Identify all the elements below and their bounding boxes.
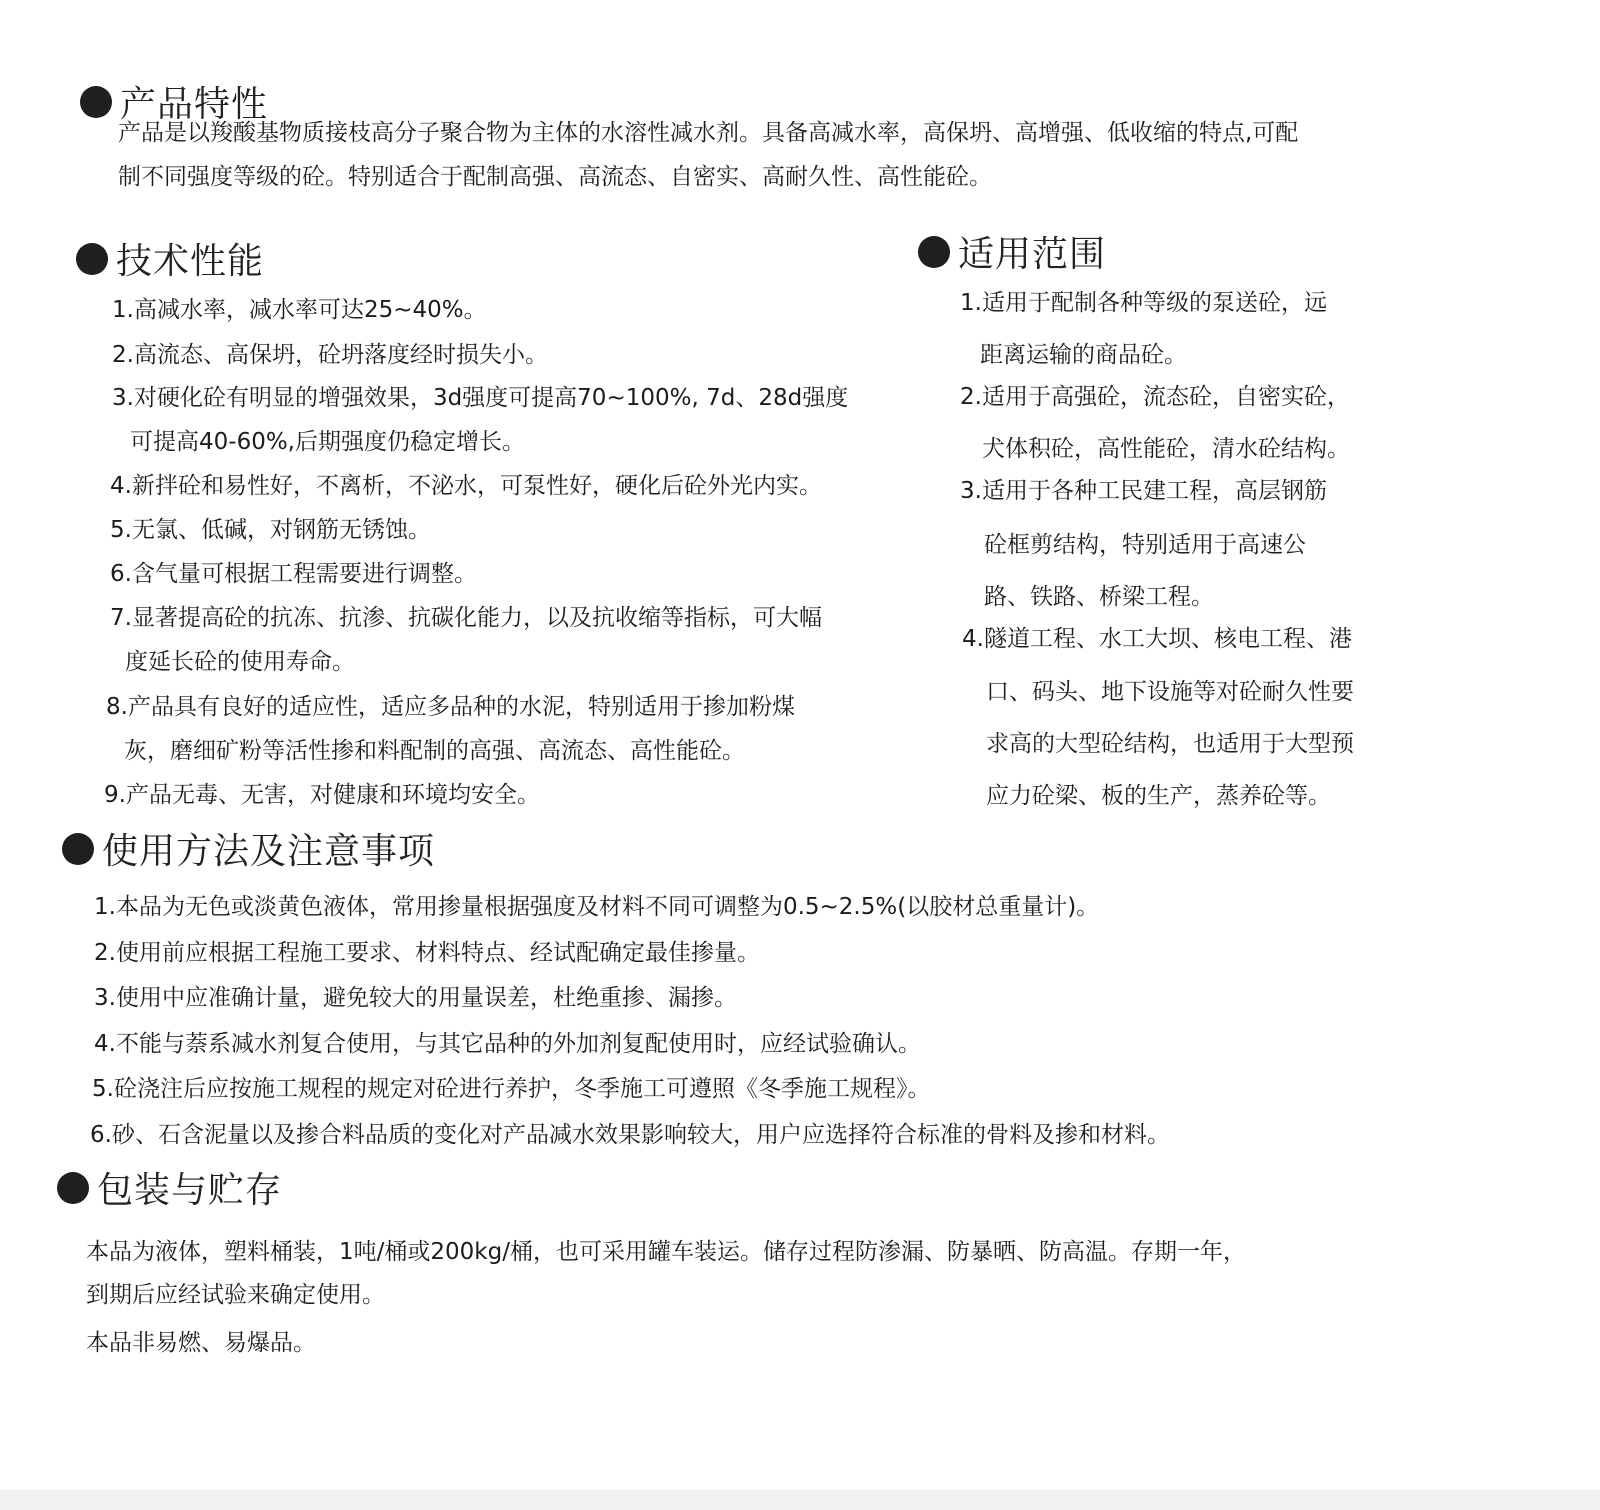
section-heading-scope (918, 226, 1106, 277)
usage-line: 4.不能与萘系减水剂复合使用，与其它品种的外加剂复配使用时，应经试验确认。 (94, 1031, 921, 1057)
scope-line: 1.适用于配制各种等级的泵送砼，远 (960, 290, 1327, 316)
scope-line: 砼框剪结构，特别适用于高速公 (984, 532, 1306, 558)
scope-line: 2.适用于高强砼，流态砼，自密实砼， (960, 384, 1350, 410)
performance-line: 5.无氯、低碱，对钢筋无锈蚀。 (110, 517, 431, 543)
scope-line: 犬体积砼，高性能砼，清水砼结构。 (982, 436, 1350, 462)
performance-line: 9.产品无毒、无害，对健康和环境均安全。 (104, 782, 540, 808)
section-heading-storage (57, 1162, 282, 1213)
usage-line: 6.砂、石含泥量以及掺合料品质的变化对产品减水效果影响较大，用户应选择符合标准的骨料及掺和材料。 (90, 1122, 1170, 1148)
performance-line: 2.高流态、高保坍，砼坍落度经时损失小。 (112, 342, 548, 368)
usage-line: 5.砼浇注后应按施工规程的规定对砼进行养护，冬季施工可遵照《冬季施工规程》。 (92, 1076, 931, 1102)
performance-line: 8.产品具有良好的适应性，适应多品种的水泥，特别适用于掺加粉煤 (106, 694, 795, 720)
usage-line: 3.使用中应准确计量，避免较大的用量误差，杜绝重掺、漏掺。 (94, 985, 737, 1011)
performance-line: 度延长砼的使用寿命。 (125, 649, 355, 675)
bullet-icon (62, 833, 94, 865)
scope-line: 求高的大型砼结构，也适用于大型预 (986, 731, 1354, 757)
performance-line: 7.显著提高砼的抗冻、抗渗、抗碳化能力，以及抗收缩等指标，可大幅 (110, 605, 822, 631)
bullet-icon (57, 1172, 89, 1204)
heading-text: 使用方法及注意事项 (102, 831, 436, 872)
performance-line: 6.含气量可根据工程需要进行调整。 (110, 561, 477, 587)
scope-line: 4.隧道工程、水工大坝、核电工程、港 (962, 626, 1352, 652)
performance-line: 可提高40-60%,后期强度仍稳定增长。 (130, 429, 525, 455)
bullet-icon (918, 236, 950, 268)
scope-line: 距离运输的商品砼。 (980, 342, 1187, 368)
heading-text: 产品特性 (120, 84, 269, 125)
features-line: 产品是以羧酸基物质接枝高分子聚合物为主体的水溶性减水剂。具备高减水率，高保坍、高增强、低收缩的特点,可配 (118, 120, 1299, 146)
bullet-icon (80, 86, 112, 118)
usage-line: 1.本品为无色或淡黄色液体，常用掺量根据强度及材料不同可调整为0.5~2.5%(以胶材总重量计)。 (94, 894, 1100, 920)
page-bottom-edge (0, 1490, 1600, 1510)
heading-text: 包装与贮存 (97, 1170, 283, 1211)
storage-line: 到期后应经试验来确定使用。 (86, 1282, 385, 1308)
scope-line: 应力砼梁、板的生产，蒸养砼等。 (986, 783, 1331, 809)
heading-text: 适用范围 (958, 234, 1107, 275)
storage-line: 本品为液体，塑料桶装，1吨/桶或200kg/桶，也可采用罐车装运。储存过程防渗漏、防暴晒、防高温。存期一年， (86, 1239, 1246, 1265)
usage-line: 2.使用前应根据工程施工要求、材料特点、经试配确定最佳掺量。 (94, 940, 760, 966)
features-line: 制不同强度等级的砼。特别适合于配制高强、高流态、自密实、高耐久性、高性能砼。 (118, 164, 992, 190)
scope-line: 路、铁路、桥梁工程。 (984, 584, 1214, 610)
performance-line: 灰，磨细矿粉等活性掺和料配制的高强、高流态、高性能砼。 (124, 738, 745, 764)
heading-text: 技术性能 (116, 241, 265, 282)
scope-line: 口、码头、地下设施等对砼耐久性要 (986, 679, 1354, 705)
section-heading-usage (62, 823, 435, 874)
performance-line: 3.对硬化砼有明显的增强效果，3d强度可提高70~100%, 7d、28d强度 (112, 385, 849, 411)
performance-line: 1.高减水率，减水率可达25~40%。 (112, 297, 487, 323)
bullet-icon (76, 243, 108, 275)
storage-line: 本品非易燃、易爆品。 (86, 1330, 316, 1356)
scope-line: 3.适用于各种工民建工程，高层钢筋 (960, 478, 1327, 504)
performance-line: 4.新拌砼和易性好，不离析，不泌水，可泵性好，硬化后砼外光内实。 (110, 473, 822, 499)
section-heading-performance (76, 233, 264, 284)
